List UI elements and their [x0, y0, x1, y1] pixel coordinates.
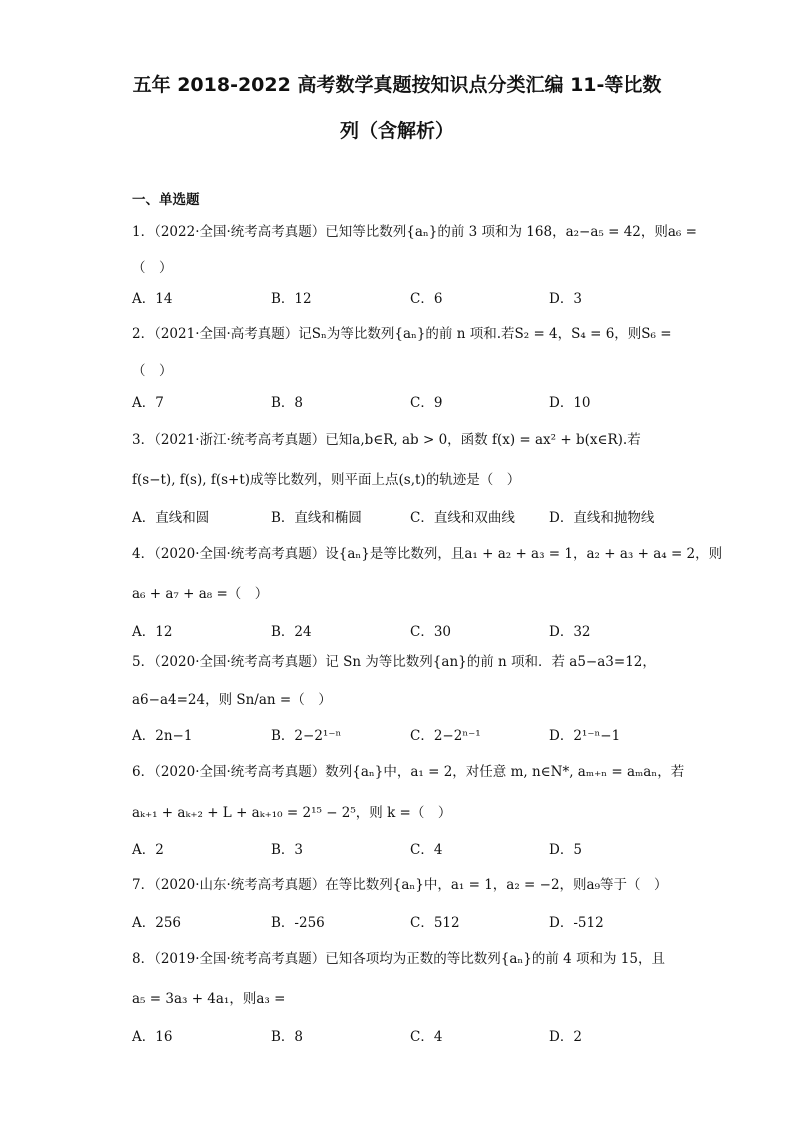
question-1-line-2: （ ） — [132, 260, 173, 276]
option-d[interactable]: D．3 — [549, 291, 582, 307]
option-b[interactable]: B．24 — [271, 624, 312, 640]
question-8-line-2: a₅ = 3a₃ + 4a₁，则a₃ = — [132, 991, 286, 1007]
option-b[interactable]: B．-256 — [271, 915, 325, 931]
option-a[interactable]: A．7 — [132, 395, 164, 411]
option-c[interactable]: C．9 — [410, 395, 443, 411]
document-title-line-2: 列（含解析） — [339, 120, 454, 142]
option-a[interactable]: A．2 — [132, 842, 164, 858]
question-3-line-1: 3．（2021·浙江·统考高考真题）已知a,b∈R, ab > 0，函数 f(x) = ax² + b(x∈R).若 — [132, 432, 641, 448]
option-c[interactable]: C．4 — [410, 1029, 443, 1045]
question-7-line-1: 7．（2020·山东·统考高考真题）在等比数列{aₙ}中，a₁ = 1，a₂ = −2，则a₉等于（ ） — [132, 877, 668, 893]
option-a[interactable]: A．256 — [132, 915, 182, 931]
option-d[interactable]: D．2¹⁻ⁿ−1 — [549, 728, 621, 744]
option-c[interactable]: C．6 — [410, 291, 443, 307]
option-d[interactable]: D．5 — [549, 842, 582, 858]
option-b[interactable]: B．3 — [271, 842, 304, 858]
question-2-line-1: 2．（2021·全国·高考真题）记Sₙ为等比数列{aₙ}的前 n 项和.若S₂ = 4，S₄ = 6，则S₆ = — [132, 326, 672, 342]
option-a[interactable]: A．2n−1 — [132, 728, 193, 744]
section-heading: 一、单选题 — [132, 192, 200, 208]
option-c[interactable]: C．512 — [410, 915, 460, 931]
option-c[interactable]: C．4 — [410, 842, 443, 858]
option-c[interactable]: C．直线和双曲线 — [410, 510, 515, 526]
question-4-line-1: 4．（2020·全国·统考高考真题）设{aₙ}是等比数列，且a₁ + a₂ + a₃ = 1，a₂ + a₃ + a₄ = 2，则 — [132, 546, 723, 562]
question-1-line-1: 1．（2022·全国·统考高考真题）已知等比数列{aₙ}的前 3 项和为 168，a₂−a₅ = 42，则a₆ = — [132, 224, 697, 240]
option-d[interactable]: D．直线和抛物线 — [549, 510, 655, 526]
option-b[interactable]: B．12 — [271, 291, 312, 307]
question-6-line-1: 6．（2020·全国·统考高考真题）数列{aₙ}中，a₁ = 2，对任意 m, n∈N*, aₘ₊ₙ = aₘaₙ，若 — [132, 764, 685, 780]
question-5-line-1: 5．（2020·全国·统考高考真题）记 Sn 为等比数列{an}的前 n 项和．若 a5−a3=12， — [132, 654, 656, 670]
option-a[interactable]: A．16 — [132, 1029, 173, 1045]
option-a[interactable]: A．14 — [132, 291, 173, 307]
option-d[interactable]: D．32 — [549, 624, 591, 640]
question-5-line-2: a6−a4=24，则 Sn/an =（ ） — [132, 692, 332, 708]
option-b[interactable]: B．2−2¹⁻ⁿ — [271, 728, 342, 744]
question-4-line-2: a₆ + a₇ + a₈ =（ ） — [132, 586, 269, 602]
question-6-line-2: aₖ₊₁ + aₖ₊₂ + L + aₖ₊₁₀ = 2¹⁵ − 2⁵，则 k =（ ） — [132, 805, 452, 821]
question-2-line-2: （ ） — [132, 363, 173, 379]
option-c[interactable]: C．2−2ⁿ⁻¹ — [410, 728, 481, 744]
option-b[interactable]: B．8 — [271, 1029, 304, 1045]
option-b[interactable]: B．直线和椭圆 — [271, 510, 362, 526]
option-c[interactable]: C．30 — [410, 624, 452, 640]
option-d[interactable]: D．2 — [549, 1029, 582, 1045]
option-d[interactable]: D．-512 — [549, 915, 604, 931]
question-3-line-2: f(s−t), f(s), f(s+t)成等比数列，则平面上点(s,t)的轨迹是（ ） — [132, 472, 521, 488]
option-b[interactable]: B．8 — [271, 395, 304, 411]
option-a[interactable]: A．直线和圆 — [132, 510, 210, 526]
document-title-line-1: 五年 2018-2022 高考数学真题按知识点分类汇编 11-等比数 — [132, 74, 662, 96]
option-d[interactable]: D．10 — [549, 395, 591, 411]
question-8-line-1: 8．（2019·全国·统考高考真题）已知各项均为正数的等比数列{aₙ}的前 4 项和为 15，且 — [132, 951, 665, 967]
option-a[interactable]: A．12 — [132, 624, 173, 640]
